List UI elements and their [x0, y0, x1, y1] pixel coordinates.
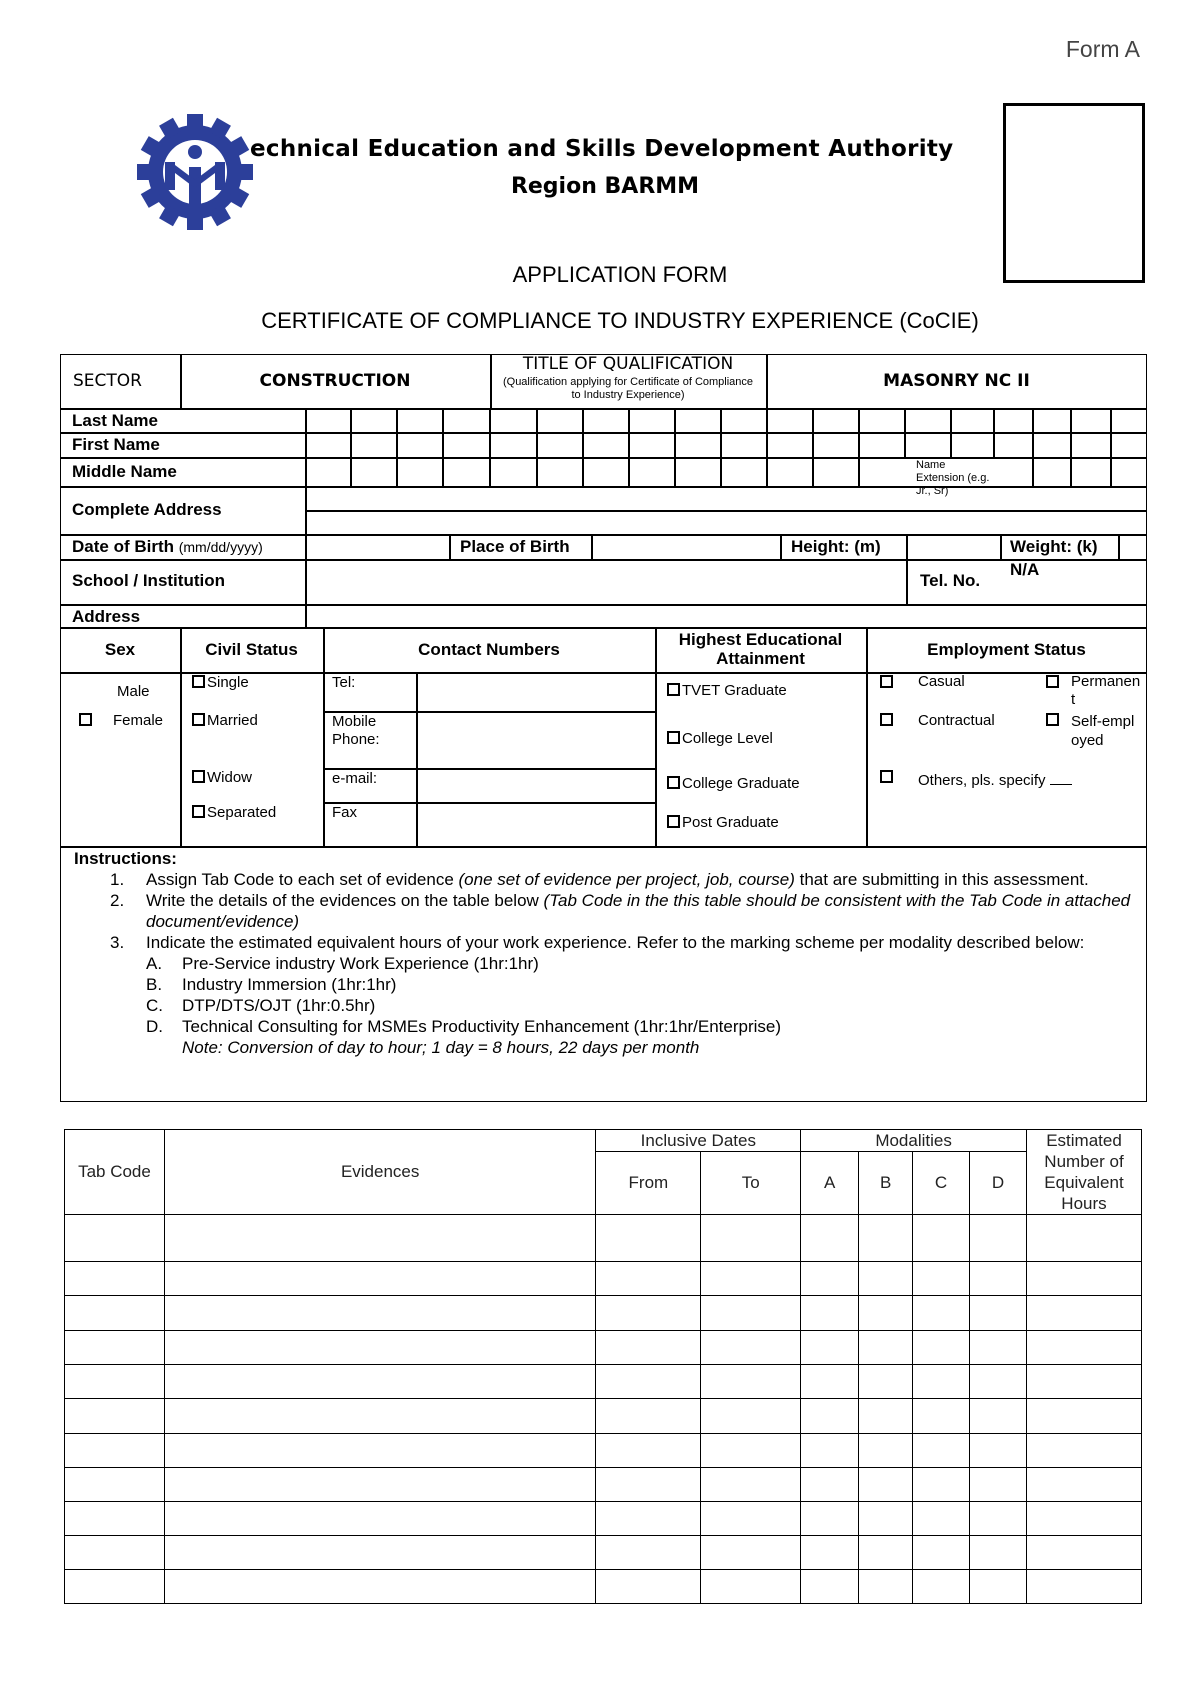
table-row[interactable] [65, 1399, 1142, 1434]
emp-contractual: Contractual [918, 712, 995, 729]
agency-name: echnical Education and Skills Development Authority [250, 136, 954, 162]
tel-no-value: N/A [1010, 560, 1040, 579]
civil-option-separated[interactable]: Separated [192, 804, 276, 821]
evidences-header: Evidences [164, 1130, 596, 1215]
modality-b: B. Industry Immersion (1hr:1hr) [146, 975, 397, 994]
form-title: APPLICATION FORM [512, 262, 728, 287]
post-grad-checkbox[interactable] [667, 815, 680, 828]
table-row[interactable] [65, 1262, 1142, 1296]
weight-label: Weight: (k) [1010, 537, 1098, 556]
modalities-header: Modalities [801, 1130, 1027, 1152]
inclusive-dates-header: Inclusive Dates [596, 1130, 801, 1152]
table-row[interactable] [65, 1570, 1142, 1604]
edu-option-post-grad[interactable]: Post Graduate [667, 814, 779, 831]
complete-address-label: Complete Address [72, 500, 222, 519]
contact-header: Contact Numbers [418, 640, 560, 659]
sector-value: CONSTRUCTION [259, 371, 411, 391]
qualification-note: (Qualification applying for Certificate of Compliance to Industry Experience) [502, 376, 754, 401]
dob-label: Date of Birth (mm/dd/yyyy) [72, 537, 263, 556]
contact-email-label: e-mail: [332, 770, 378, 787]
name-extension-label: Name Extension (e.g. Jr., Sr) [916, 459, 990, 497]
emp-permanent: Permanent [1071, 673, 1141, 708]
modality-d: D. Technical Consulting for MSMEs Productivity Enhancement (1hr:1hr/Enterprise) [146, 1017, 782, 1036]
agency-region: Region BARMM [510, 174, 700, 199]
married-checkbox[interactable] [192, 713, 205, 726]
civil-option-widow[interactable]: Widow [192, 769, 252, 786]
separated-checkbox[interactable] [192, 805, 205, 818]
permanent-checkbox[interactable] [1046, 675, 1059, 688]
emp-casual: Casual [918, 673, 965, 690]
first-name-label: First Name [72, 435, 160, 454]
civil-option-married[interactable]: Married [192, 712, 258, 729]
address-label: Address [72, 607, 141, 626]
civil-status-header: Civil Status [205, 640, 298, 659]
modality-a-header: A [801, 1152, 859, 1215]
table-row[interactable] [65, 1296, 1142, 1331]
from-header: From [596, 1152, 701, 1215]
sex-option-female: Female [113, 712, 164, 729]
height-label: Height: (m) [791, 537, 881, 556]
modality-b-header: B [859, 1152, 913, 1215]
evidence-table [64, 1129, 1142, 1604]
instruction-3: 3. Indicate the estimated equivalent hours of your work experience. Refer to the marking scheme per modality described below: [110, 933, 1085, 952]
certificate-title: CERTIFICATE OF COMPLIANCE TO INDUSTRY EXPERIENCE (CoCIE) [261, 308, 979, 333]
tesda-logo-icon [135, 112, 255, 232]
widow-checkbox[interactable] [192, 770, 205, 783]
contact-tel-label: Tel: [332, 674, 356, 691]
sector-label: SECTOR [73, 371, 142, 391]
employment-header: Employment Status [927, 640, 1086, 659]
to-header: To [701, 1152, 801, 1215]
photo-box [1003, 103, 1145, 283]
table-row[interactable] [65, 1434, 1142, 1468]
table-row[interactable] [65, 1502, 1142, 1536]
sex-option-male: Male [117, 683, 150, 700]
edu-option-tvet[interactable]: TVET Graduate [667, 682, 787, 699]
last-name-label: Last Name [72, 411, 158, 430]
edu-option-college-level[interactable]: College Level [667, 730, 773, 747]
modality-c: C. DTP/DTS/OJT (1hr:0.5hr) [146, 996, 376, 1015]
self-employed-checkbox[interactable] [1046, 713, 1059, 726]
contact-mobile-label: Mobile Phone: [332, 713, 380, 748]
instructions-heading: Instructions: [74, 849, 177, 868]
single-checkbox[interactable] [192, 675, 205, 688]
qualification-label: TITLE OF QUALIFICATION [522, 354, 734, 374]
place-of-birth-label: Place of Birth [460, 537, 570, 556]
modality-d-header: D [970, 1152, 1027, 1215]
table-row[interactable] [65, 1331, 1142, 1365]
education-header: Highest Educational Attainment [678, 630, 843, 668]
others-checkbox[interactable] [880, 770, 893, 783]
table-row[interactable] [65, 1468, 1142, 1502]
qualification-value: MASONRY NC II [883, 371, 1030, 391]
civil-option-single[interactable]: Single [192, 674, 249, 691]
table-row[interactable] [65, 1365, 1142, 1399]
modality-a: A. Pre-Service industry Work Experience (1hr:1hr) [146, 954, 539, 973]
conversion-note: Note: Conversion of day to hour; 1 day = 8 hours, 22 days per month [182, 1038, 700, 1057]
table-row[interactable] [65, 1215, 1142, 1262]
school-label: School / Institution [72, 571, 225, 590]
instruction-2: 2. Write the details of the evidences on the table below (Tab Code in the this table should be consistent with the Tab Code in attached document/evidence) [110, 891, 1131, 931]
college-level-checkbox[interactable] [667, 731, 680, 744]
college-grad-checkbox[interactable] [667, 776, 680, 789]
emp-self-employed: Self-employed [1071, 713, 1135, 749]
casual-checkbox[interactable] [880, 675, 893, 688]
modality-c-header: C [913, 1152, 970, 1215]
estimated-hours-header: Estimated Number of Equivalent Hours [1026, 1130, 1141, 1215]
emp-others: Others, pls. specify [918, 772, 1072, 789]
table-row[interactable] [65, 1536, 1142, 1570]
form-label: Form A [1065, 36, 1140, 62]
edu-option-college-grad[interactable]: College Graduate [667, 775, 800, 792]
instruction-1: 1. Assign Tab Code to each set of evidence (one set of evidence per project, job, course) that are submitting in this assessment. [110, 870, 1089, 889]
instructions-block [74, 848, 1144, 1058]
contact-fax-label: Fax [332, 804, 358, 821]
sex-header: Sex [104, 640, 136, 659]
contractual-checkbox[interactable] [880, 713, 893, 726]
tvet-checkbox[interactable] [667, 683, 680, 696]
middle-name-label: Middle Name [72, 462, 177, 481]
tel-no-label: Tel. No. [920, 571, 981, 590]
female-checkbox[interactable] [79, 713, 92, 726]
tab-code-header: Tab Code [65, 1130, 165, 1215]
